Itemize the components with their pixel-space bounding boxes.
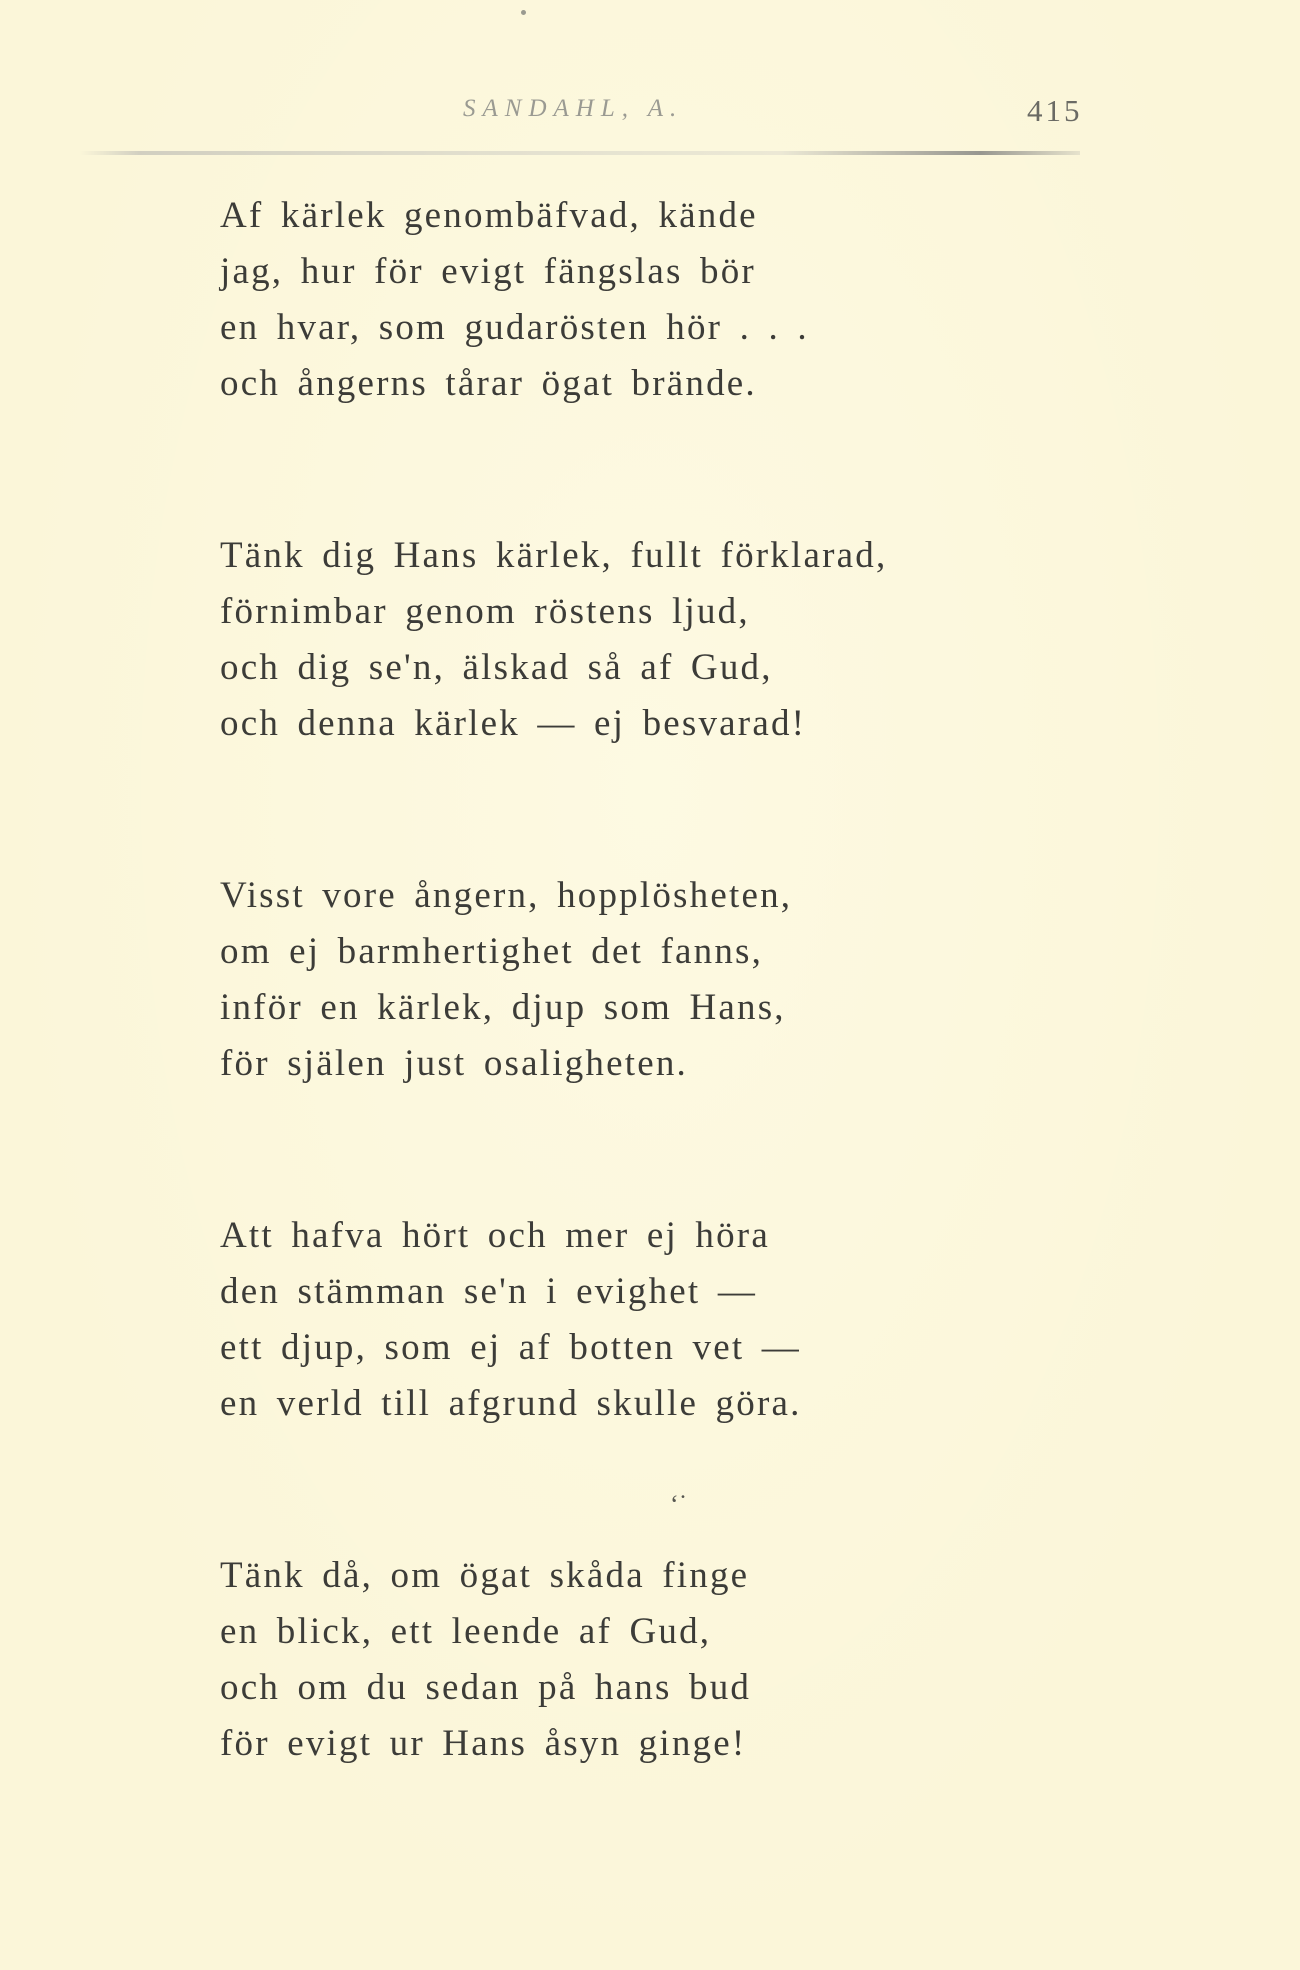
poem-line: inför en kärlek, djup som Hans, xyxy=(220,987,786,1028)
poem-line: ett djup, som ej af botten vet — xyxy=(220,1327,801,1368)
poem-line: och om du sedan på hans bud xyxy=(220,1667,752,1708)
stanza-1 xyxy=(220,188,1120,412)
poem-line: en hvar, som gudarösten hör . . . xyxy=(220,307,809,348)
print-speck xyxy=(521,10,526,15)
poem-line: Af kärlek genombäfvad, kände xyxy=(220,195,758,236)
page-number: 415 xyxy=(1027,93,1083,128)
poem-line: förnimbar genom röstens ljud, xyxy=(220,591,750,632)
poem-line: och denna kärlek — ej besvarad! xyxy=(220,703,807,744)
poem-line: en blick, ett leende af Gud, xyxy=(220,1611,712,1652)
poem-line: och dig se'n, älskad så af Gud, xyxy=(220,647,773,688)
poem-line: om ej barmhertighet det fanns, xyxy=(220,931,764,972)
poem-line: Visst vore ångern, hopplösheten, xyxy=(220,875,793,916)
stanza-3 xyxy=(220,868,1120,1092)
poem-line: Att hafva hört och mer ej höra xyxy=(220,1215,770,1256)
poem-line: en verld till afgrund skulle göra. xyxy=(220,1383,802,1424)
running-head: SANDAHL, A. xyxy=(463,95,684,122)
stanza-4 xyxy=(220,1208,1120,1432)
poem-line: och ångerns tårar ögat brände. xyxy=(220,363,757,404)
header-rule xyxy=(80,151,1080,155)
poem-line: Tänk dig Hans kärlek, fullt förklarad, xyxy=(220,535,888,576)
stanza-5 xyxy=(220,1548,1120,1772)
poem xyxy=(220,188,1120,1772)
poem-line: jag, hur för evigt fängslas bör xyxy=(220,251,756,292)
poem-line: för evigt ur Hans åsyn ginge! xyxy=(220,1723,747,1764)
poem-line: den stämman se'n i evighet — xyxy=(220,1271,758,1312)
stanza-2 xyxy=(220,528,1120,752)
poem-line: Tänk då, om ögat skåda finge xyxy=(220,1555,750,1596)
ink-mark: ‘˙ xyxy=(670,1490,688,1519)
poem-line: för själen just osaligheten. xyxy=(220,1043,689,1084)
